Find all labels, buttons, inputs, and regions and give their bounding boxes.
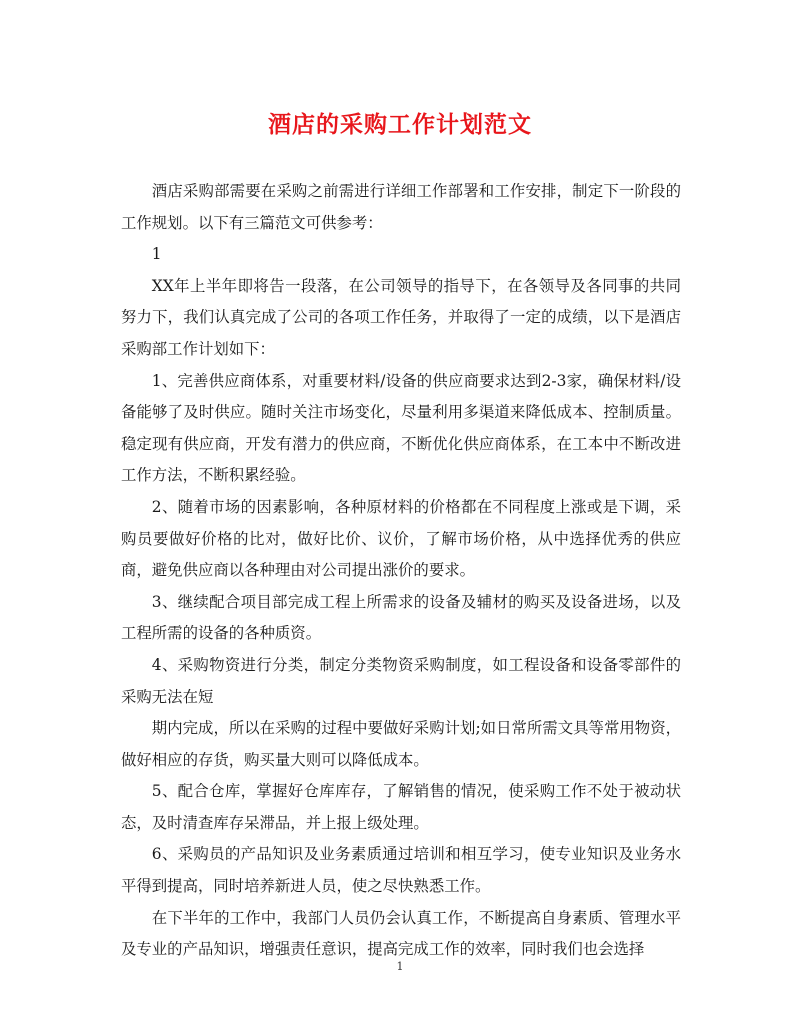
paragraph-item-2: 2、随着市场的因素影响，各种原材料的价格都在不同程度上涨或是下调，采购员要做好价格的比对，做好比价、议价，了解市场价格，从中选择优秀的供应商，避免供应商以各种理由对公司提出涨价的要求。	[121, 497, 681, 580]
paragraph-closing: 在下半年的工作中，我部门人员仍会认真工作，不断提高自身素质、管理水平及专业的产品知识，增强责任意识，提高完成工作的效率，同时我们也会选择	[121, 908, 681, 959]
paragraph-item-4: 4、采购物资进行分类，制定分类物资采购制度，如工程设备和设备零部件的采购无法在短	[121, 655, 681, 706]
paragraph-section-number: 1	[151, 245, 162, 264]
paragraph-item-5: 5、配合仓库，掌握好仓库库存，了解销售的情况，使采购工作不处于被动状态，及时清查库存呆滞品，并上报上级处理。	[121, 782, 681, 832]
page-number: 1	[396, 960, 404, 973]
paragraph-summary: XX年上半年即将告一段落，在公司领导的指导下，在各领导及各同事的共同努力下，我们认真完成了公司的各项工作任务，并取得了一定的成绩，以下是酒店采购部工作计划如下：	[121, 276, 681, 358]
paragraph-item-3: 3、继续配合项目部完成工程上所需求的设备及辅材的购买及设备进场，以及工程所需的设备的各种质资。	[121, 592, 681, 643]
document-body	[121, 176, 681, 966]
paragraph-intro: 酒店采购部需要在采购之前需进行详细工作部署和工作安排，制定下一阶段的工作规划。以下有三篇范文可供参考：	[121, 182, 681, 232]
paragraph-item-4-continued: 期内完成，所以在采购的过程中要做好采购计划;如日常所需文具等常用物资，做好相应的存货，购买量大则可以降低成本。	[121, 719, 681, 769]
paragraph-item-1: 1、完善供应商体系，对重要材料/设备的供应商要求达到2-3家，确保材料/设备能够了及时供应。随时关注市场变化，尽量利用多渠道来降低成本、控制质量。稳定现有供应商，开发有潜力的供应商，不断优化供应商体系，在工本中不断改进工作方法，不断积累经验。	[121, 371, 681, 485]
paragraph-item-6: 6、采购员的产品知识及业务素质通过培训和相互学习，使专业知识及业务水平得到提高，同时培养新进人员，使之尽快熟悉工作。	[121, 845, 681, 896]
document-title: 酒店的采购工作计划范文	[268, 111, 532, 138]
